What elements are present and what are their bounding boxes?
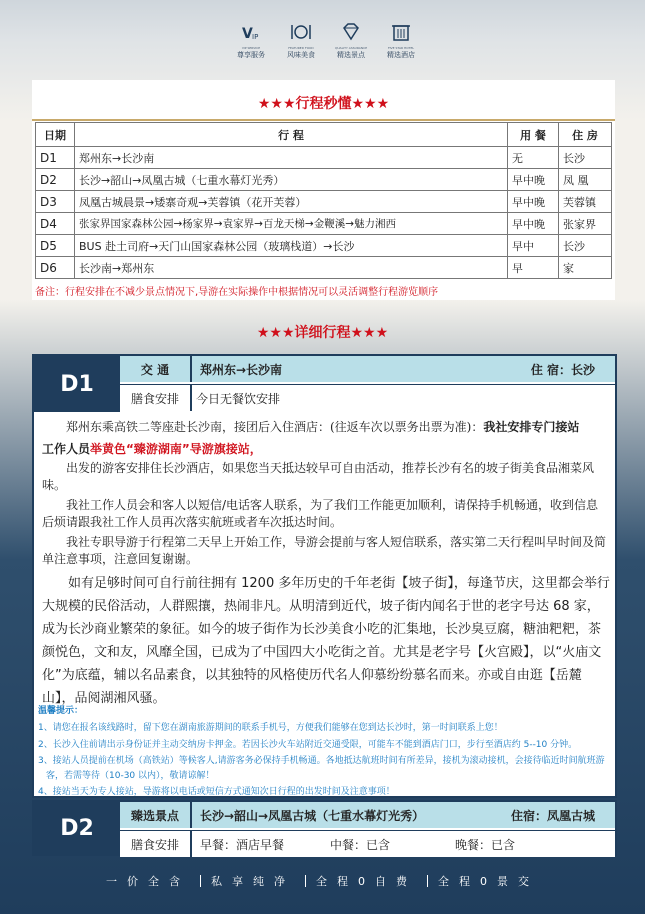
row-stay: 芙蓉镇 — [559, 191, 612, 213]
logo-food: FEATURED FOOD 风味美食 — [285, 22, 317, 60]
day2-meal-row — [120, 830, 615, 857]
table-row — [36, 169, 612, 191]
header-date: 日期 — [36, 123, 75, 147]
breakfast: 早餐：酒店早餐 — [200, 837, 285, 852]
row-stay: 张家界 — [559, 213, 612, 235]
row-stay: 长沙 — [559, 147, 612, 169]
row-day: D3 — [36, 191, 75, 213]
row-meals: 早中晚 — [508, 169, 559, 191]
day1-description — [42, 416, 610, 710]
header-stay: 住 房 — [559, 123, 612, 147]
hotel-icon — [390, 22, 412, 42]
slogan: 全程0景交 — [438, 875, 539, 888]
svg-text:IP: IP — [252, 33, 259, 41]
day2-meals — [200, 831, 515, 857]
overview-card — [32, 80, 615, 300]
vip-logo-icon — [240, 22, 262, 42]
day1-meal-row — [120, 384, 615, 411]
row-meals: 早中晚 — [508, 191, 559, 213]
day1-paragraph: 如有足够时间可自行前往拥有 1200 多年历史的千年老街【坡子街】，每逢节庆，这里都会举行大规模的民俗活动，人群熙攘，热闹非凡。从明清到近代，坡子街内闻名于世的老字号达 68 家，成为长沙商业繁荣的象征。如今的坡子街作为长沙美食小吃的汇集地，长沙臭豆腐，糖油粑粑，茶颜悦色，文和友，风靡全国，已成为了中国四大小吃街之首。尤其是老字号【火宫殿】，以“火庙文化”为底蕴，辅以名品素食，以其独特的风格使历代名人仰慕纷纷慕名而来。亦或自由逛【岳麓山】，品阅湖湘风骚。 — [42, 576, 610, 706]
row-route: 张家界国家森林公园→杨家界→袁家界→百龙天梯→金鞭溪→魅力湘西 — [75, 213, 508, 235]
header-bar — [0, 0, 645, 80]
row-day: D5 — [36, 235, 75, 257]
row-route: 长沙→韶山→凤凰古城（七重水幕灯光秀） — [75, 169, 508, 191]
row-stay: 凤 凰 — [559, 169, 612, 191]
day1-badge: D1 — [34, 356, 120, 412]
table-row — [36, 235, 612, 257]
table-row — [36, 147, 612, 169]
svg-text:V: V — [242, 26, 253, 42]
table-row — [36, 213, 612, 235]
diamond-icon — [340, 22, 362, 42]
slogan: 私享纯净 — [211, 875, 295, 888]
overview-note: 备注：行程安排在不减少景点情况下,导游在实际操作中根据情况可以灵活调整行程游览顺序 — [35, 287, 439, 298]
row-day: D1 — [36, 147, 75, 169]
row-day: D4 — [36, 213, 75, 235]
detail-title: ★★★详细行程★★★ — [256, 325, 389, 341]
day1-tips — [38, 703, 613, 801]
day1-text: 工作人员 — [42, 442, 91, 456]
row-stay: 家 — [559, 257, 612, 279]
header-meals: 用 餐 — [508, 123, 559, 147]
table-row — [36, 257, 612, 279]
divider — [305, 875, 306, 887]
row-day: D6 — [36, 257, 75, 279]
slogan: 全程0自费 — [316, 875, 417, 888]
dinner: 晚餐：已含 — [455, 837, 516, 852]
spots-label: 臻选景点 — [120, 802, 192, 828]
row-route: 郑州东→长沙南 — [75, 147, 508, 169]
day2-stay: 住宿：凤凰古城 — [510, 808, 595, 823]
day1-paragraph: 我社工作人员会和客人以短信/电话客人联系，为了我们工作能更加顺利，请保持手机畅通，收到信息后烦请跟我社工作人员再次落实航班或者车次抵达时间。 — [42, 498, 599, 529]
divider — [32, 119, 615, 121]
row-meals: 早 — [508, 257, 559, 279]
row-meals: 早中 — [508, 235, 559, 257]
logo-hotel: FIVE STAR HOTEL 精选酒店 — [385, 22, 417, 60]
footer-slogans — [0, 866, 645, 896]
divider — [200, 875, 201, 887]
day2-spots-row — [120, 802, 615, 828]
day2-section — [32, 800, 617, 856]
dining-icon — [290, 22, 312, 42]
row-meals: 无 — [508, 147, 559, 169]
day2-route: 长沙→韶山→凤凰古城（七重水幕灯光秀） — [200, 808, 425, 823]
lunch: 中餐：已含 — [330, 837, 391, 852]
transport-label: 交 通 — [120, 356, 192, 382]
meal-label: 膳食安排 — [120, 385, 192, 411]
day1-text: 我社安排专门接站 — [483, 420, 580, 434]
day1-route: 郑州东→长沙南 — [200, 362, 283, 377]
slogan: 一价全含 — [106, 875, 190, 888]
divider — [427, 875, 428, 887]
day1-paragraph — [42, 416, 610, 438]
tips-title: 温馨提示： — [38, 706, 84, 716]
overview-title: ★★★行程秒懂★★★ — [257, 96, 390, 112]
day1-paragraph — [42, 438, 610, 460]
table-header-row — [36, 123, 612, 147]
row-meals: 早中晚 — [508, 213, 559, 235]
row-route: BUS 赴土司府→天门山国家森林公园（玻璃栈道）→长沙 — [75, 235, 508, 257]
tip-item: 4、接站当天为专人接站，导游将以电话或短信方式通知次日行程的出发时间及注意事项！ — [38, 787, 395, 797]
meal-label: 膳食安排 — [120, 831, 192, 857]
day1-transport-row — [120, 356, 615, 382]
logo-quality: QUALITY ASSURANCE 精选景点 — [335, 22, 367, 60]
row-day: D2 — [36, 169, 75, 191]
tip-item: 1、请您在报名该线路时，留下您在湖南旅游期间的联系手机号，方便我们能够在您到达长沙时，第一时间联系上您！ — [38, 723, 503, 733]
table-row — [36, 191, 612, 213]
day1-text: 郑州东乘高铁二等座赴长沙南，接团后入住酒店：(往返车次以票务出票为准)： — [66, 420, 484, 434]
tip-item: 3、接站人员提前在机场（高铁站）等候客人,请游客务必保持手机畅通。各地抵达航班时间有所差异，接机为滚动接机，会接待临近时间航班游客，若需等待（10-30 以内），敬请谅解！ — [38, 756, 605, 781]
header-itinerary: 行 程 — [75, 123, 508, 147]
day1-paragraph: 出发的游客安排住长沙酒店，如果您当天抵达较早可自由活动，推荐长沙有名的坡子街美食品湘菜风味。 — [42, 461, 595, 492]
overview-table — [35, 122, 612, 279]
day1-meal: 今日无餐饮安排 — [196, 391, 281, 406]
row-route: 长沙南→郑州东 — [75, 257, 508, 279]
day1-highlight: 举黄色“臻游湖南”导游旗接站， — [90, 442, 262, 456]
brand-logos — [235, 22, 417, 60]
row-route: 凤凰古城晨景→矮寨奇观→芙蓉镇（花开芙蓉） — [75, 191, 508, 213]
day1-paragraph: 我社专职导游于行程第二天早上开始工作，导游会提前与客人短信联系，落实第二天行程叫早时间及简单注意事项，注意回复谢谢。 — [42, 535, 607, 566]
tip-item: 2、长沙入住前请出示身份证并主动交纳房卡押金。若因长沙火车站附近交通受限，可能车不能到酒店门口，步行至酒店约 5--10 分钟。 — [38, 740, 578, 750]
row-stay: 长沙 — [559, 235, 612, 257]
logo-vip: V IP VIP SERVICE 尊享服务 — [235, 22, 267, 60]
day1-stay: 住 宿：长沙 — [530, 362, 595, 377]
day1-section — [32, 354, 617, 798]
day2-badge: D2 — [34, 802, 120, 854]
